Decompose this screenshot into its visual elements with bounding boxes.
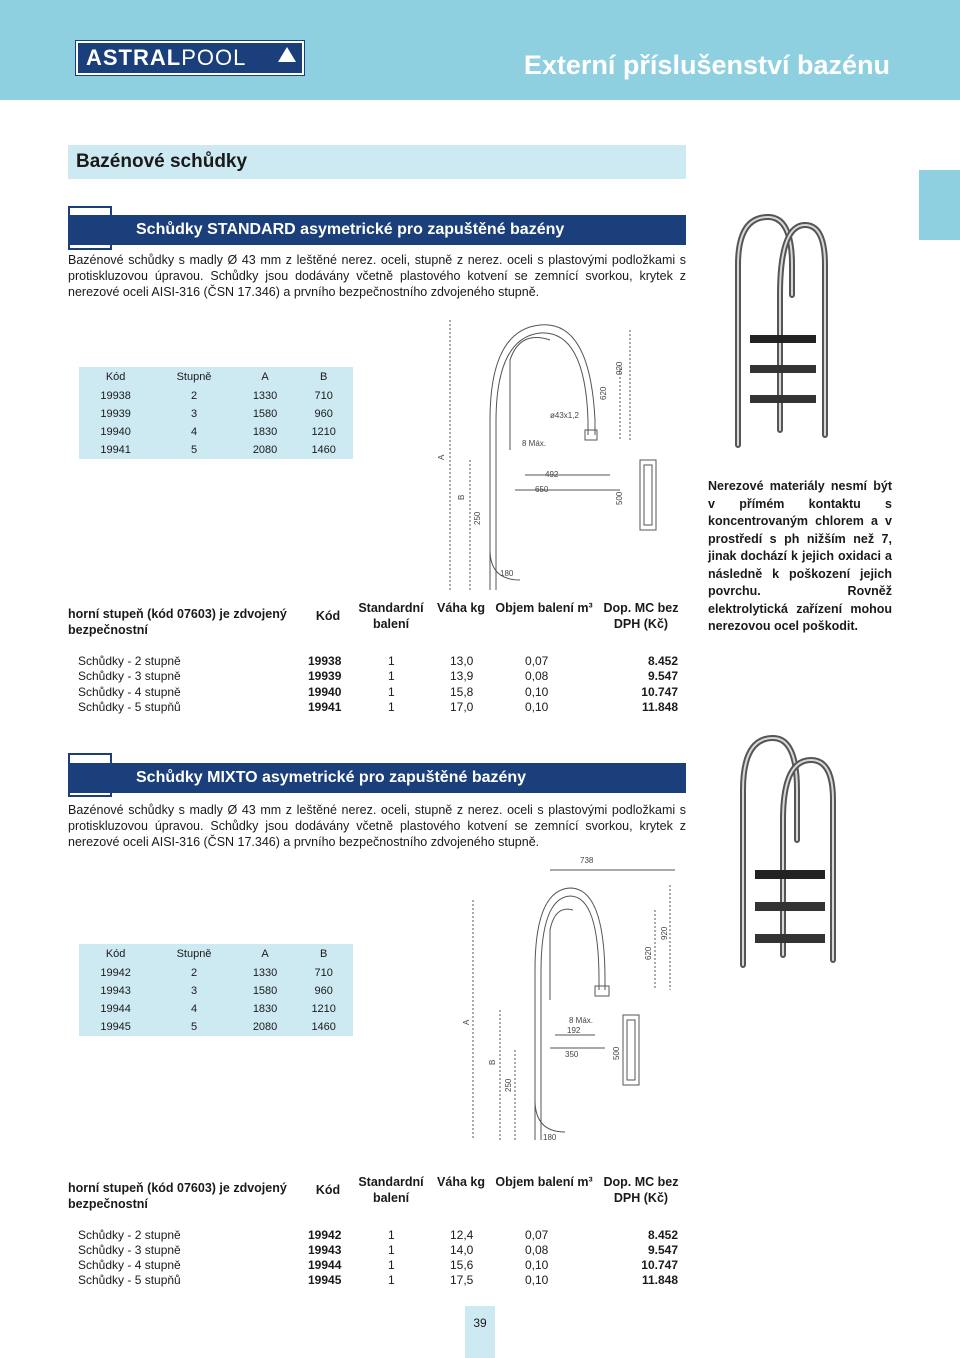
table-row: [78, 669, 678, 684]
logo-triangle-icon: [278, 47, 296, 62]
price-value: 9.547: [647, 669, 678, 683]
spec-cell: 5: [190, 444, 198, 456]
price-pack: 1: [388, 1243, 395, 1257]
dim-label: 180: [500, 569, 514, 578]
table-row: [79, 405, 353, 423]
price-header-weight: Váha kg: [437, 601, 485, 615]
price-name: Schůdky - 2 stupně: [78, 654, 181, 668]
price-header-weight: Váha kg: [437, 1175, 485, 1189]
price-code: 19941: [308, 700, 342, 714]
price-name: Schůdky - 4 stupně: [78, 1258, 181, 1272]
price-header-volume: Objem balení m³: [495, 1175, 593, 1189]
page-number: 39: [465, 1306, 495, 1358]
dim-label: B: [488, 1059, 497, 1065]
note-top-step: horní stupeň (kód 07603) je zdvojený bezpečnostní: [68, 607, 287, 637]
spec-cell: 19942: [100, 967, 131, 979]
side-tab-marker: [919, 170, 960, 240]
spec-cell: 1830: [252, 1003, 278, 1015]
spec-cell: 710: [314, 390, 333, 402]
price-name: Schůdky - 5 stupňů: [78, 1273, 181, 1287]
spec-cell: 19939: [100, 408, 131, 420]
spec-cell: 960: [314, 408, 333, 420]
spec-cell: 2080: [252, 444, 278, 456]
price-volume: 0,07: [525, 654, 549, 668]
spec-cell: 1460: [311, 444, 336, 456]
spec-header-a: A: [261, 371, 269, 383]
price-value: 10.747: [641, 685, 678, 699]
stainless-warning: Nerezové materiály nesmí být v přímém kontaktu s koncentrovaným chlorem a v prostředí s ph nižším než 7, jinak dochází k jejich oxidaci a následně k poškození jejich povrchu. Rovněž elektrolytická zařízení mohou nerezovou ocel poškodit.: [708, 479, 892, 633]
price-volume: 0,10: [525, 700, 549, 714]
spec-cell: 19938: [100, 390, 131, 402]
technical-drawing-standard: [430, 300, 700, 590]
dim-label: B: [457, 494, 466, 500]
dim-label: 8 Máx.: [522, 439, 547, 448]
spec-cell: 960: [314, 985, 333, 997]
spec-cell: 2: [190, 390, 198, 402]
spec-cell: 19941: [100, 444, 131, 456]
table-row: [79, 1018, 353, 1036]
price-value: 11.848: [641, 700, 678, 714]
page-header: [0, 0, 960, 100]
price-value: 8.452: [647, 1228, 678, 1242]
price-value: 10.747: [641, 1258, 678, 1272]
table-row: [78, 1273, 678, 1288]
price-header-price: Dop. MC bez DPH (Kč): [603, 1175, 679, 1205]
price-pack: 1: [388, 1228, 395, 1242]
spec-cell: 4: [190, 1003, 198, 1015]
dim-label: 250: [473, 511, 482, 525]
spec-header-steps: Stupně: [176, 948, 212, 960]
price-weight: 13,0: [450, 654, 474, 668]
product-description-standard: Bazénové schůdky s madly Ø 43 mm z leštěné nerez. oceli, stupně z nerez. oceli s plastovými podložkami s protiskluzovou úpravou. Schůdky jsou dodávány včetně plastového kotvení se zemnící svorkou, krytek z nerezové oceli AISI-316 (ČSN 17.346) a prvního bezpečnostního zdvojeného stupně.: [68, 253, 686, 299]
price-weight: 13,9: [450, 669, 474, 683]
price-weight: 12,4: [450, 1228, 474, 1242]
spec-header-row: [79, 944, 353, 964]
spec-cell: 1210: [311, 1003, 336, 1015]
table-row: [78, 685, 678, 700]
price-header-code: Kód: [315, 1183, 341, 1197]
section-title: Bazénové schůdky: [68, 145, 686, 179]
spec-cell: 2: [190, 967, 198, 979]
price-pack: 1: [388, 654, 395, 668]
price-pack: 1: [388, 1258, 395, 1272]
spec-cell: 4: [190, 426, 198, 438]
price-code: 19944: [308, 1258, 342, 1272]
spec-cell: 19945: [100, 1021, 131, 1033]
price-volume: 0,10: [525, 685, 549, 699]
price-header-code: Kód: [315, 609, 341, 623]
spec-header-code: Kód: [105, 371, 126, 383]
price-pack: 1: [388, 1273, 395, 1287]
spec-cell: 3: [190, 985, 198, 997]
table-row: [79, 982, 353, 1000]
dim-label: 620: [644, 946, 653, 960]
dim-label: 350: [565, 1050, 579, 1059]
dim-label: 180: [543, 1133, 557, 1142]
spec-cell: 1330: [252, 390, 278, 402]
spec-cell: 19944: [100, 1003, 131, 1015]
astralpool-logo: [76, 41, 304, 75]
price-value: 9.547: [647, 1243, 678, 1257]
price-code: 19938: [308, 654, 342, 668]
spec-cell: 710: [314, 967, 333, 979]
price-header-volume: Objem balení m³: [495, 601, 593, 615]
product-heading-standard: Schůdky STANDARD asymetrické pro zapuštěné bazény: [68, 215, 686, 245]
spec-header-b: B: [320, 948, 328, 960]
spec-header-code: Kód: [105, 948, 126, 960]
price-pack: 1: [388, 685, 395, 699]
price-value: 8.452: [647, 654, 678, 668]
spec-cell: 5: [190, 1021, 198, 1033]
price-name: Schůdky - 2 stupně: [78, 1228, 181, 1242]
table-row: [78, 700, 678, 715]
logo-text-light: POOL: [181, 45, 247, 70]
price-weight: 15,8: [450, 685, 474, 699]
dim-label: 920: [615, 361, 624, 375]
table-row: [79, 423, 353, 441]
price-weight: 15,6: [450, 1258, 474, 1272]
dim-label: 8 Máx.: [569, 1016, 594, 1025]
price-name: Schůdky - 5 stupňů: [78, 700, 181, 714]
price-header-pack: Standardní balení: [358, 1175, 424, 1205]
spec-cell: 19940: [100, 426, 131, 438]
table-row: [79, 1000, 353, 1018]
spec-cell: 1580: [252, 985, 278, 997]
dim-label: 192: [567, 1026, 581, 1035]
table-row: [78, 1243, 678, 1258]
spec-cell: 1210: [311, 426, 336, 438]
spec-header-a: A: [261, 948, 269, 960]
price-value: 11.848: [641, 1273, 678, 1287]
dim-label: ø43x1,2: [550, 411, 579, 420]
price-code: 19939: [308, 669, 342, 683]
dim-label: 492: [545, 470, 559, 479]
table-row: [79, 441, 353, 459]
price-header-price: Dop. MC bez DPH (Kč): [603, 601, 679, 631]
spec-cell: 1330: [252, 967, 278, 979]
price-weight: 17,0: [450, 700, 474, 714]
ladder-photo-standard: [720, 205, 830, 450]
product-heading-mixto: Schůdky MIXTO asymetrické pro zapuštěné bazény: [68, 763, 686, 793]
price-volume: 0,08: [525, 1243, 549, 1257]
table-row: [79, 964, 353, 982]
dim-label: 650: [535, 485, 549, 494]
spec-header-b: B: [320, 371, 328, 383]
price-name: Schůdky - 3 stupně: [78, 1243, 181, 1257]
price-header-pack: Standardní balení: [358, 601, 424, 631]
price-volume: 0,10: [525, 1258, 549, 1272]
price-code: 19940: [308, 685, 342, 699]
logo-text-bold: ASTRAL: [86, 45, 182, 70]
spec-table-standard: [79, 367, 353, 459]
product-description-mixto: Bazénové schůdky s madly Ø 43 mm z leštěné nerez. oceli, stupně z nerez. oceli s plastovými podložkami s protiskluzovou úpravou. Schůdky jsou dodávány včetně plastového kotvení se zemnící svorkou, krytek z nerezové oceli AISI-316 (ČSN 17.346) a prvního bezpečnostního zdvojeného stupně.: [68, 803, 686, 849]
page-title: Externí příslušenství bazénu: [523, 50, 890, 80]
dim-label: 920: [660, 926, 669, 940]
spec-cell: 1460: [311, 1021, 336, 1033]
dim-label: 620: [599, 386, 608, 400]
dim-label: 250: [504, 1078, 513, 1092]
spec-cell: 1830: [252, 426, 278, 438]
price-volume: 0,07: [525, 1228, 549, 1242]
price-weight: 17,5: [450, 1273, 474, 1287]
dim-label: 500: [612, 1046, 621, 1060]
price-pack: 1: [388, 700, 395, 714]
dim-label: A: [437, 454, 446, 460]
spec-header-steps: Stupně: [176, 371, 212, 383]
dim-label: A: [462, 1019, 471, 1025]
note-top-step: horní stupeň (kód 07603) je zdvojený bezpečnostní: [68, 1181, 287, 1211]
spec-cell: 2080: [252, 1021, 278, 1033]
table-row: [79, 387, 353, 405]
table-row: [78, 1228, 678, 1243]
price-volume: 0,08: [525, 669, 549, 683]
spec-cell: 1580: [252, 408, 278, 420]
price-code: 19943: [308, 1243, 342, 1257]
price-code: 19945: [308, 1273, 342, 1287]
price-weight: 14,0: [450, 1243, 474, 1257]
price-name: Schůdky - 3 stupně: [78, 669, 181, 683]
price-code: 19942: [308, 1228, 342, 1242]
dim-label: 500: [615, 491, 624, 505]
price-pack: 1: [388, 669, 395, 683]
price-volume: 0,10: [525, 1273, 549, 1287]
table-row: [78, 654, 678, 669]
technical-drawing-mixto: [455, 850, 695, 1145]
spec-header-row: [79, 367, 353, 387]
spec-cell: 19943: [100, 985, 131, 997]
dim-label: 738: [580, 856, 594, 865]
price-name: Schůdky - 4 stupně: [78, 685, 181, 699]
spec-table-mixto: [79, 944, 353, 1036]
table-row: [78, 1258, 678, 1273]
ladder-photo-mixto: [705, 720, 845, 970]
spec-cell: 3: [190, 408, 198, 420]
